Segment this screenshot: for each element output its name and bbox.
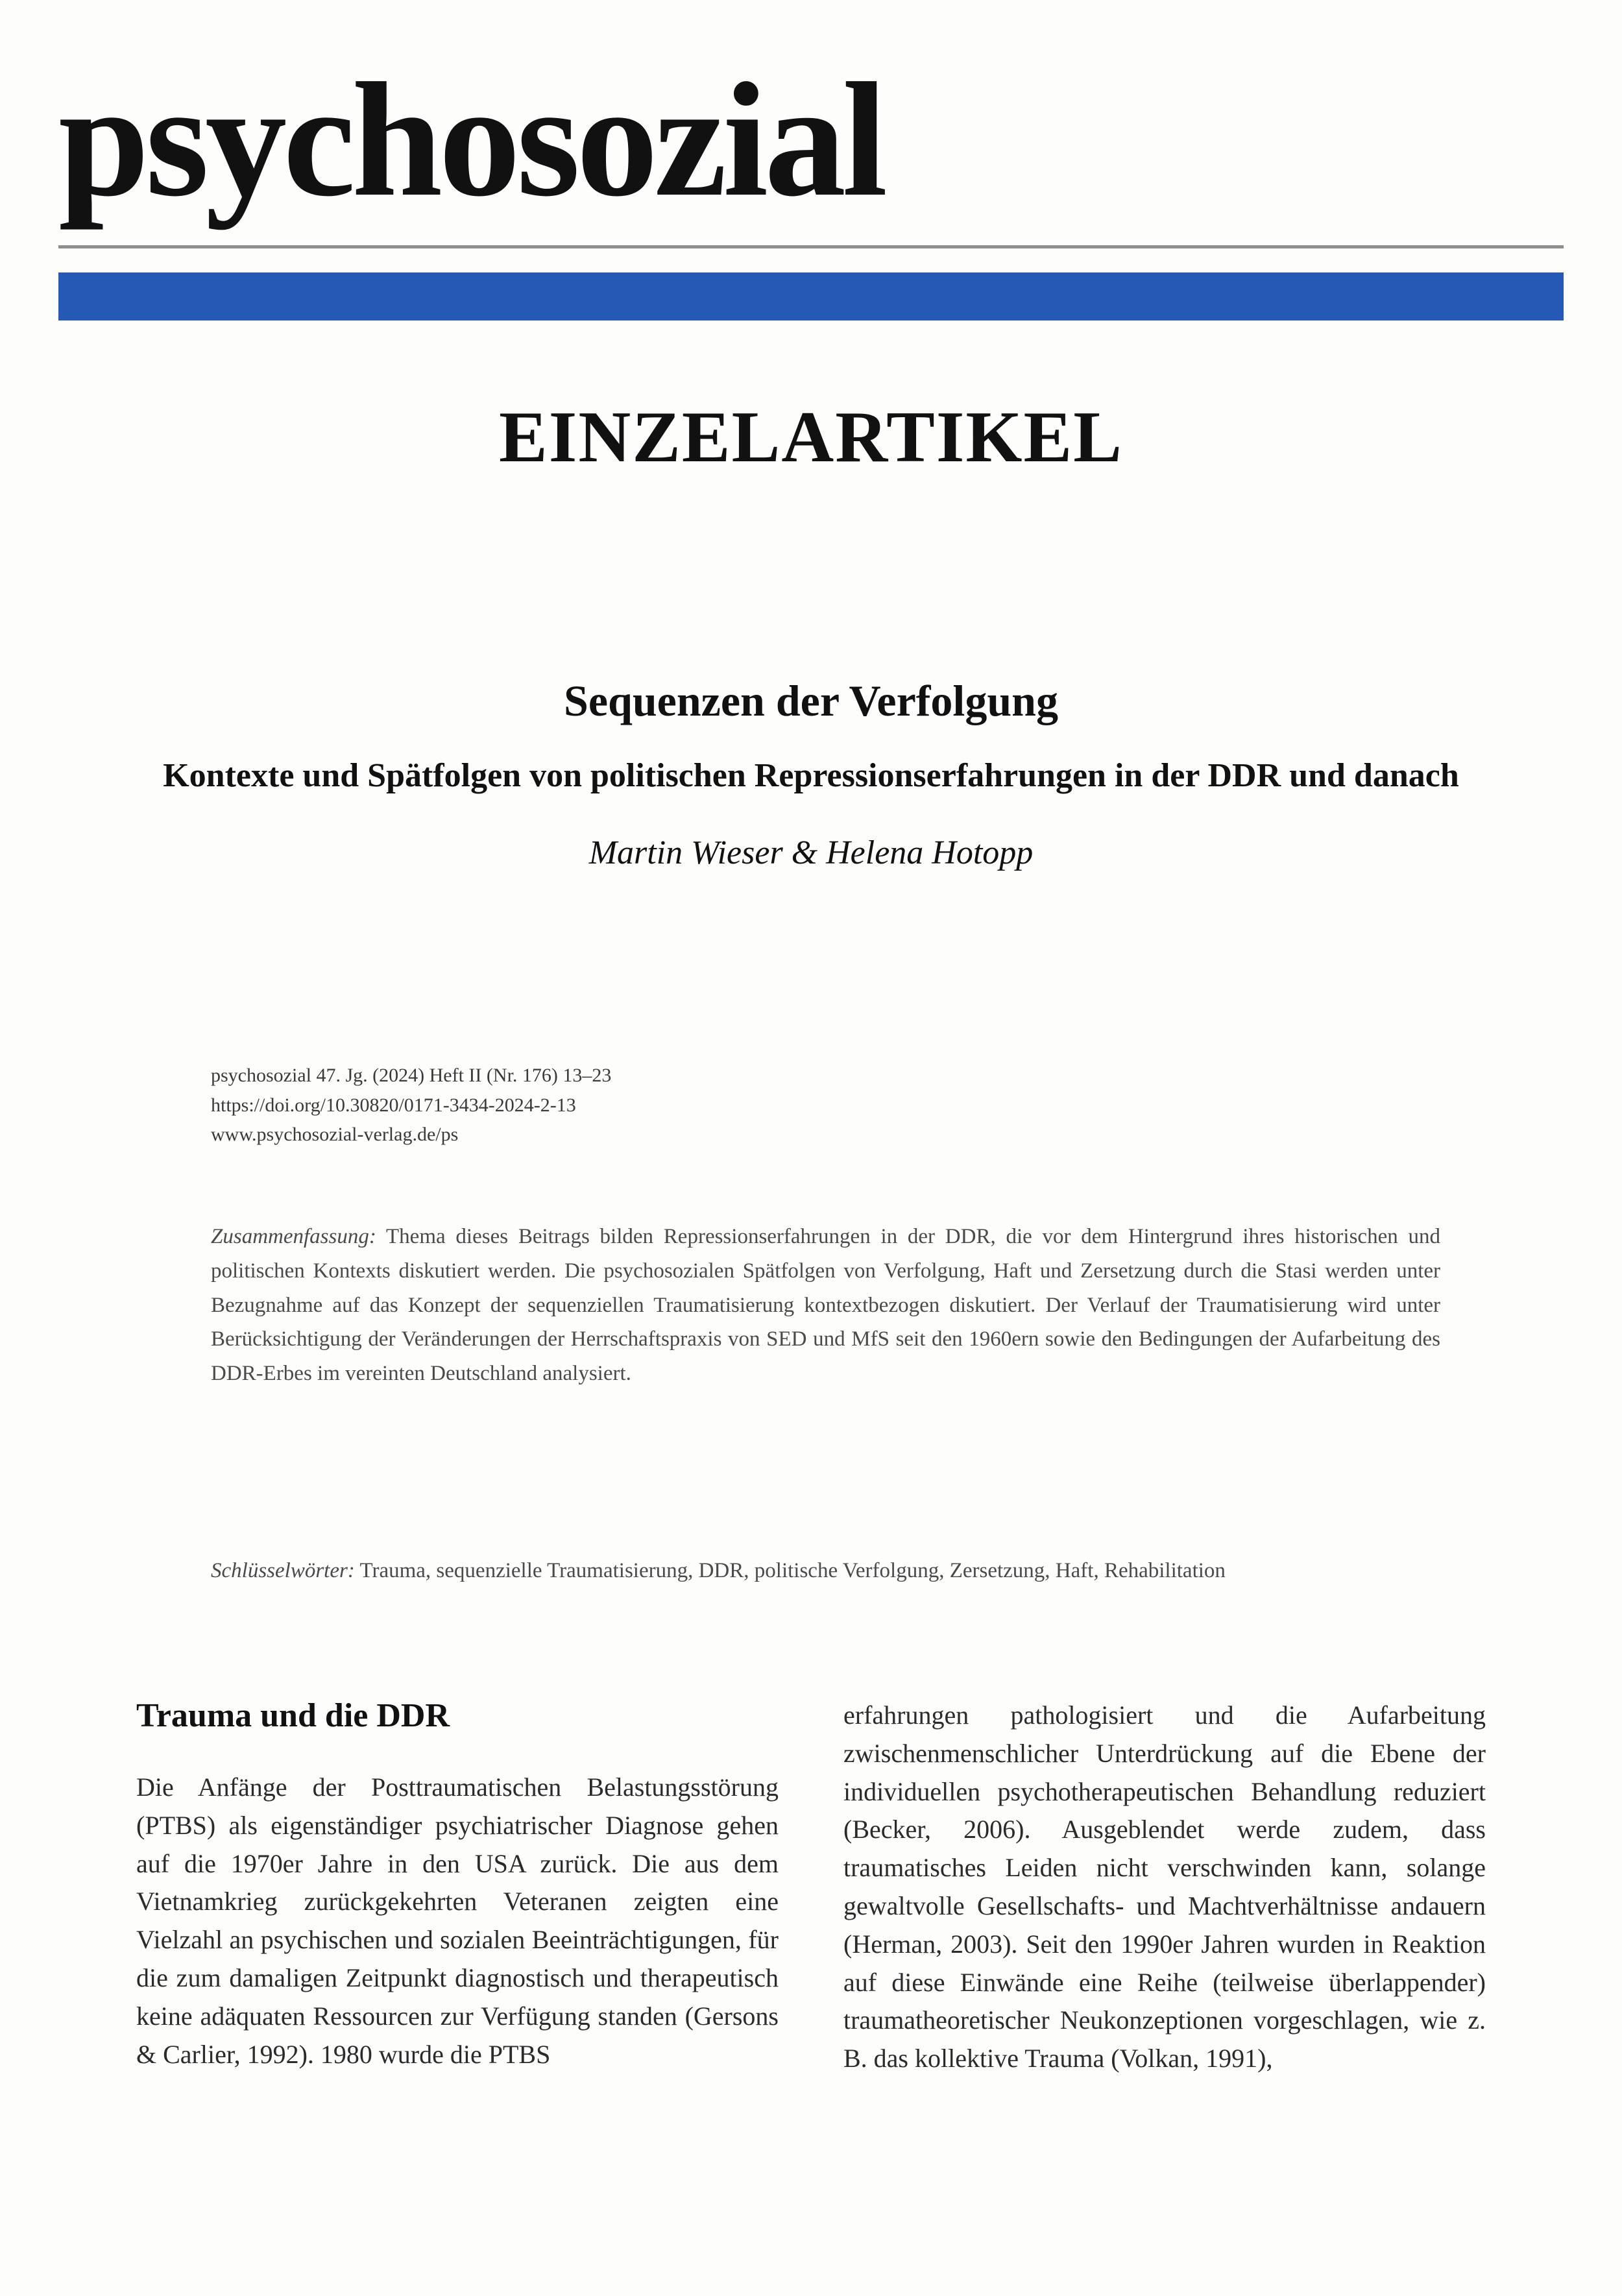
abstract-text: Thema dieses Beitrags bilden Repressionserfahrungen in der DDR, die vor dem Hintergrund ihres historischen und politischen Kontexts diskutiert werden. Die psychosozialen Spätfolgen von Verfolgung, Haft und Zersetzung durch die Stasi werden unter Bezugnahme auf das Konzept der sequenziellen Traumatisierung kontextbezogen diskutiert. Der Verlauf der Traumatisierung wird unter Berücksichtigung der Veränderungen der Herrschaftspraxis von SED und MfS seit den 1960ern sowie den Bedingungen der Aufarbeitung des DDR-Erbes im vereinten Deutschland analysiert.: [211, 1225, 1440, 1386]
abstract-block: [211, 1220, 1440, 1391]
article-title-block: [117, 675, 1505, 872]
journal-masthead: [58, 49, 1564, 230]
body-column-right: [843, 1697, 1486, 2078]
body-paragraph-right: erfahrungen pathologisiert und die Aufarbeitung zwischenmenschlicher Unterdrückung auf die Ebene der individuellen psychotherapeutischen Behandlung reduziert (Becker, 2006). Ausgeblendet werde zudem, dass traumatisches Leiden nicht verschwinden kann, solange gewaltvolle Gesellschafts- und Machtverhältnisse andauern (Herman, 2003). Seit den 1990er Jahren wurden in Reaktion auf diese Einwände eine Reihe (teilweise überlappender) traumatheoretischer Neukonzeptionen vorgeschlagen, wie z. B. das kollektive Trauma (Volkan, 1991),: [843, 1700, 1486, 2073]
section-heading: Trauma und die DDR: [136, 1697, 450, 1734]
abstract-label: Zusammenfassung:: [211, 1225, 376, 1248]
page-title: Sequenzen der Verfolgung: [564, 676, 1058, 725]
citation-url[interactable]: www.psychosozial-verlag.de/ps: [211, 1124, 459, 1146]
citation-block: [211, 1061, 1444, 1150]
article-body: [136, 1697, 1486, 2280]
keywords-block: [211, 1554, 1440, 1588]
masthead-blue-bar: [58, 272, 1564, 320]
section-kicker: EINZELARTIKEL: [499, 397, 1123, 477]
body-paragraph-left: Die Anfänge der Posttraumatischen Belastungsstörung (PTBS) als eigenständiger psychiatrischer Diagnose gehen auf die 1970er Jahre in den USA zurück. Die aus dem Vietnamkrieg zurückgekehrten Veteranen zeigten eine Vielzahl an psychischen und sozialen Beeinträchtigungen, für die zum damaligen Zeitpunkt diagnostisch und therapeutisch keine adäquaten Ressourcen zur Verfügung standen (Gersons & Carlier, 1992). 1980 wurde die PTBS: [136, 1772, 779, 2069]
article-subtitle: Kontexte und Spätfolgen von politischen Repressionserfahrungen in der DDR und danach: [163, 756, 1459, 794]
masthead-divider-line: [58, 245, 1564, 248]
citation-doi[interactable]: https://doi.org/10.30820/0171-3434-2024-2-13: [211, 1094, 576, 1116]
keywords-text: Trauma, sequenzielle Traumatisierung, DDR, politische Verfolgung, Zersetzung, Haft, Rehabilitation: [354, 1559, 1226, 1582]
body-column-left: [136, 1697, 779, 2073]
article-authors: Martin Wieser & Helena Hotopp: [588, 834, 1034, 872]
journal-logo-text: psychosozial: [58, 49, 884, 230]
citation-reference: psychosozial 47. Jg. (2024) Heft II (Nr. 176) 13–23: [211, 1065, 612, 1086]
keywords-label: Schlüsselwörter:: [211, 1559, 355, 1582]
